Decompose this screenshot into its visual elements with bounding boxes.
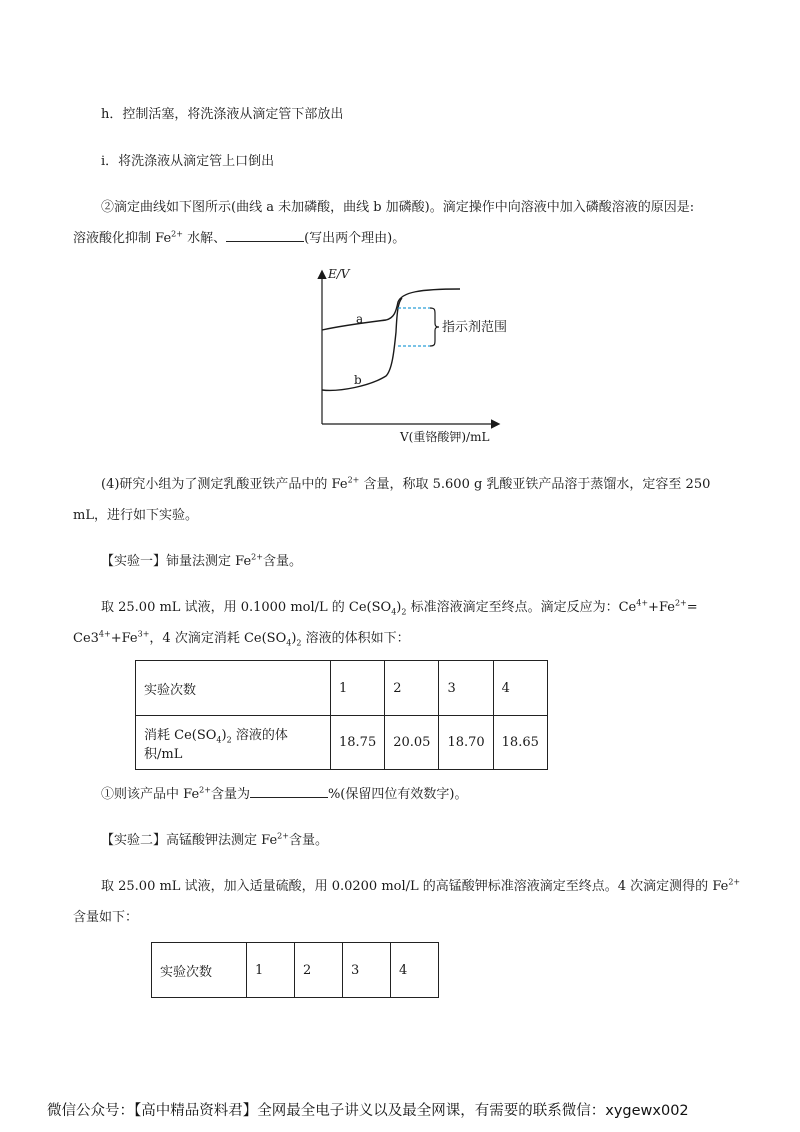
option-h: h．控制活塞，将洗涤液从滴定管下部放出	[101, 107, 344, 122]
experiment-1-text: 取 25.00 mL 试液，用 0.1000 mol/L 的 $Ce(SO_4)_2$ 标准溶液滴定至终点。滴定反应为：$Ce^{4+}+Fe^{2+}=$	[101, 598, 698, 617]
experiment-1-table	[135, 660, 548, 770]
table-cell: 18.65	[493, 716, 547, 770]
question-2-text: ②滴定曲线如下图所示(曲线 a 未加磷酸，曲线 b 加磷酸)。滴定操作中向溶液中加入磷酸溶液的原因是:	[101, 200, 695, 215]
experiment-1-text-cont: $Ce3^{4+}+Fe^{3+}$，4 次滴定消耗 $Ce(SO_4)_2$ 溶液的体积如下：	[73, 629, 410, 648]
table-cell: 20.05	[385, 716, 439, 770]
question-answer-line: ①则该产品中 $Fe^{2+}$含量为 %(保留四位有效数字)。	[101, 785, 468, 802]
x-axis-label: V(重铬酸钾)/mL	[400, 430, 490, 444]
curve-a-label: a	[356, 312, 364, 326]
experiment-2-table	[151, 942, 439, 998]
titration-curve-diagram	[300, 262, 540, 444]
curve-b-label: b	[354, 373, 362, 387]
table-cell: 2	[385, 661, 439, 716]
table-cell: 1	[331, 661, 385, 716]
table-cell: 4	[391, 943, 439, 998]
table-cell: 18.70	[439, 716, 493, 770]
experiment-2-text-cont: 含量如下：	[73, 910, 139, 925]
table-cell: 实验次数	[136, 661, 331, 716]
indicator-range-label: 指示剂范围	[442, 320, 508, 335]
answer-blank[interactable]	[226, 228, 304, 242]
answer-blank[interactable]	[250, 784, 328, 798]
experiment-1-title: 【实验一】铈量法测定 $Fe^{2+}$含量。	[101, 552, 302, 569]
curve-a	[322, 289, 460, 330]
table-cell: 4	[493, 661, 547, 716]
question-4-text-cont: mL，进行如下实验。	[73, 508, 198, 523]
question-4-text: (4)研究小组为了测定乳酸亚铁产品中的 $Fe^{2+}$ 含量，称取 5.600 g 乳酸亚铁产品溶于蒸馏水，定容至 250	[101, 475, 711, 492]
option-i: i．将洗涤液从滴定管上口倒出	[101, 154, 275, 169]
experiment-2-title: 【实验二】高锰酸钾法测定 $Fe^{2+}$含量。	[101, 831, 328, 848]
table-cell: 消耗 $Ce(SO_4)_2$ 溶液的体积/mL	[136, 716, 331, 770]
table-cell: 18.75	[331, 716, 385, 770]
table-row	[152, 943, 439, 998]
footer-watermark: 微信公众号：【高中精品资料君】全网最全电子讲义以及最全网课，有需要的联系微信：xygewx002	[47, 1103, 689, 1119]
indicator-bracket	[430, 308, 439, 346]
table-cell: 2	[295, 943, 343, 998]
table-cell: 3	[439, 661, 493, 716]
table-cell: 1	[247, 943, 295, 998]
question-2-answer-line: 溶液酸化抑制 $Fe^{2+}$ 水解、 (写出两个理由)。	[73, 229, 406, 246]
y-axis-label: E/V	[328, 267, 350, 281]
table-row	[136, 716, 548, 770]
table-row	[136, 661, 548, 716]
table-cell: 实验次数	[152, 943, 247, 998]
experiment-2-text: 取 25.00 mL 试液，加入适量硫酸，用 0.0200 mol/L 的高锰酸钾标准溶液滴定至终点。4 次滴定测得的 $Fe^{2+}$	[101, 877, 741, 894]
table-cell: 3	[343, 943, 391, 998]
